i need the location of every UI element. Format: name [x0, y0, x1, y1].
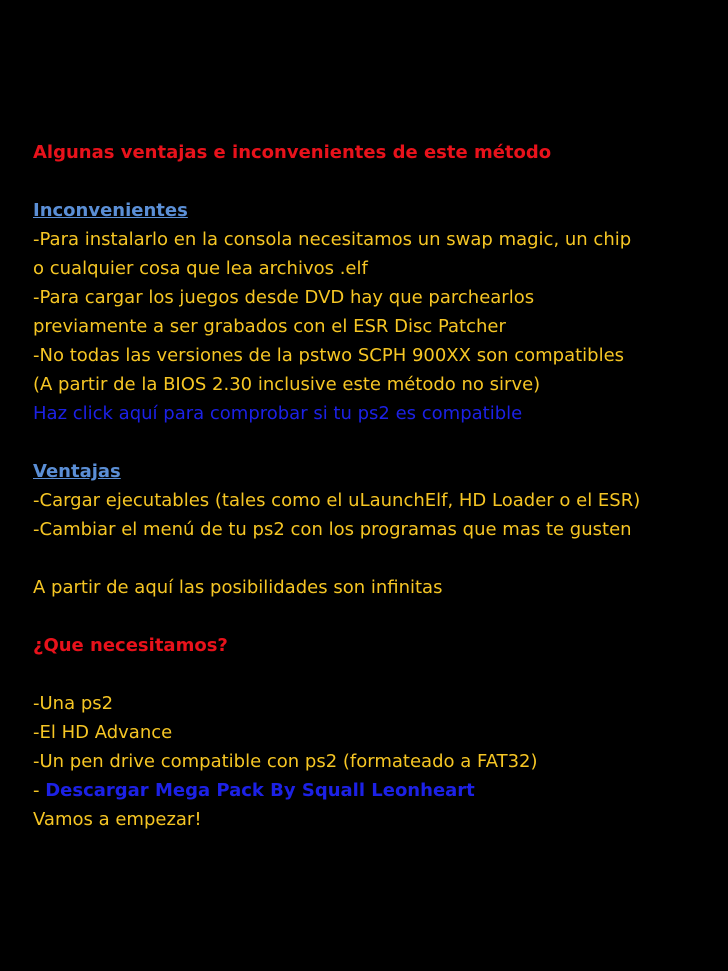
spacer: [33, 167, 713, 196]
spacer: [33, 544, 713, 573]
closing-text: Vamos a empezar!: [33, 809, 202, 830]
ventaja-line: -Cargar ejecutables (tales como el uLaunchElf, HD Loader o el ESR): [33, 490, 641, 511]
inconveniente-line: -Para instalarlo en la consola necesitamos un swap magic, un chip: [33, 229, 632, 250]
inconvenientes-heading: Inconvenientes: [33, 200, 188, 221]
need-item: -Un pen drive compatible con ps2 (formateado a FAT32): [33, 751, 538, 772]
ventajas-heading: Ventajas: [33, 461, 121, 482]
slide-content: [33, 138, 713, 834]
download-prefix: -: [33, 780, 46, 801]
slide-title: Algunas ventajas e inconvenientes de este método: [33, 142, 552, 163]
download-line: [33, 776, 713, 805]
inconveniente-line: previamente a ser grabados con el ESR Disc Patcher: [33, 316, 506, 337]
needs-heading: ¿Que necesitamos?: [33, 635, 228, 656]
compatibility-check-link[interactable]: Haz click aquí para comprobar si tu ps2 es compatible: [33, 403, 523, 424]
spacer: [33, 660, 713, 689]
need-item: -Una ps2: [33, 693, 114, 714]
spacer: [33, 428, 713, 457]
inconveniente-line: o cualquier cosa que lea archivos .elf: [33, 258, 368, 279]
inconveniente-line: (A partir de la BIOS 2.30 inclusive este método no sirve): [33, 374, 541, 395]
need-item: -El HD Advance: [33, 722, 173, 743]
inconveniente-line: -Para cargar los juegos desde DVD hay que parchearlos: [33, 287, 535, 308]
ventaja-line: -Cambiar el menú de tu ps2 con los programas que mas te gusten: [33, 519, 632, 540]
download-mega-pack-link[interactable]: Descargar Mega Pack By Squall Leonheart: [45, 780, 475, 801]
inconveniente-line: -No todas las versiones de la pstwo SCPH 900XX son compatibles: [33, 345, 625, 366]
possibilities-text: A partir de aquí las posibilidades son infinitas: [33, 577, 443, 598]
spacer: [33, 602, 713, 631]
